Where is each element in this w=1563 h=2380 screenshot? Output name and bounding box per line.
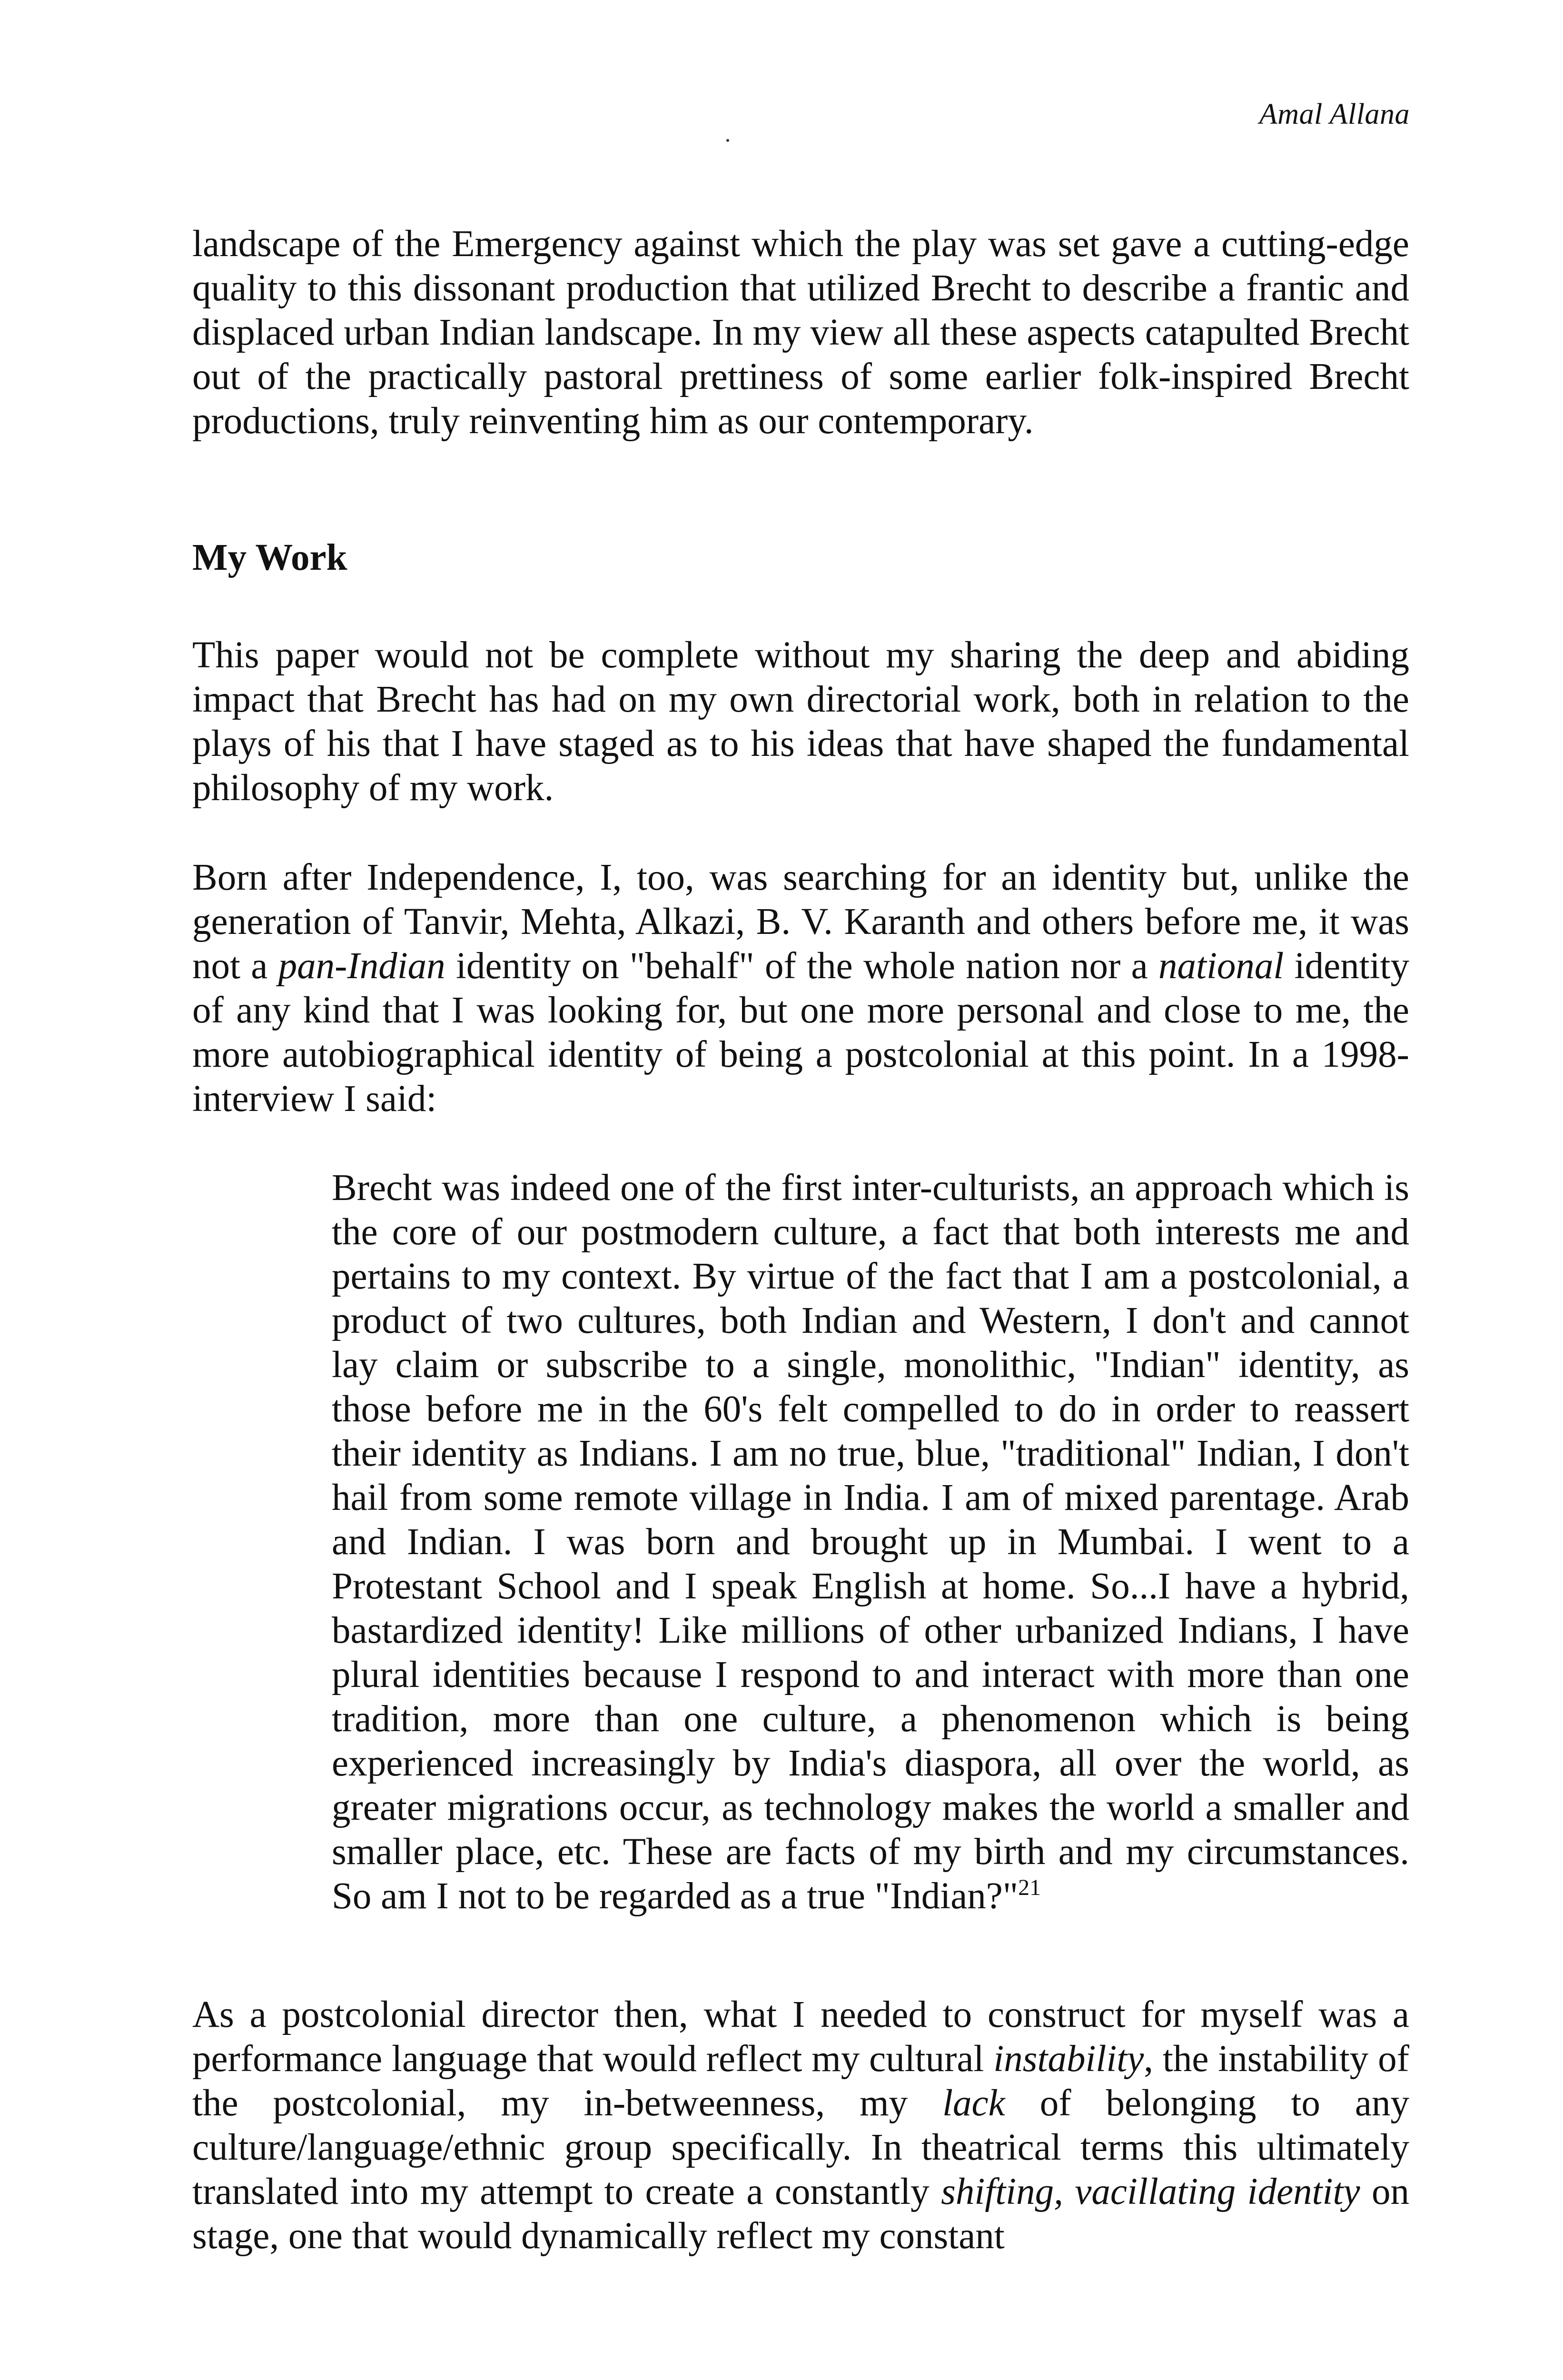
paragraph-text: , the instability of the postcolonial, my in-betweenness, my — [192, 2038, 1409, 2124]
italic-term: lack — [942, 2082, 1005, 2124]
paragraph-text: landscape of the Emergency against which the play was set gave a cutting-edge quality to this dissonant production that utilized Brecht to describe a frantic and displaced urban Indian landscape. In my view all these aspects catapulted Brecht out of the practically pastoral prettiness of some earlier folk-inspired Brecht productions, truly reinventing him as our contemporary. — [192, 223, 1409, 442]
italic-term: pan-Indian — [278, 945, 445, 987]
paragraph-text: As a postcolonial director then, what I needed to construct for myself was a performance language that would reflect my cultural — [192, 1994, 1409, 2080]
paragraph-text: on stage, one that would dynamically reflect my constant — [192, 2171, 1409, 2257]
paragraph-paper-complete — [192, 633, 1409, 810]
paragraph-text: identity on "behalf" of the whole nation nor a — [445, 945, 1158, 987]
italic-term: national — [1158, 945, 1284, 987]
footnote-reference[interactable]: 21 — [1018, 1875, 1041, 1900]
paragraph-landscape-emergency — [192, 222, 1409, 443]
italic-term: shifting, vacillating identity — [941, 2171, 1360, 2212]
paragraph-born-after-independence — [192, 855, 1409, 1121]
paragraph-text: This paper would not be complete without my sharing the deep and abiding impact that Brecht has had on my own directorial work, both in relation to the plays of his that I have staged as to his ideas that have shaped the fundamental philosophy of my work. — [192, 635, 1409, 809]
italic-term: instability — [993, 2038, 1144, 2080]
print-speck — [726, 139, 729, 142]
quote-text: Brecht was indeed one of the first inter-culturists, an approach which is the core of our postmodern culture, a fact that both interests me and pertains to my context. By virtue of the fact that I am a postcolonial, a product of two cultures, both Indian and Western, I don't and cannot lay claim or subscribe to a single, monolithic, "Indian" identity, as those before me in the 60's felt compelled to do in order to reassert their identity as Indians. I am no true, blue, "traditional" Indian, I don't hail from some remote village in India. I am of mixed parentage. Arab and Indian. I was born and brought up in Mumbai. I went to a Protestant School and I speak English at home. So...I have a hybrid, bastardized identity! Like millions of other urbanized Indians, I have plural identities because I respond to and interact with more than one tradition, more than one culture, a phenomenon which is being experienced increasingly by India's diaspora, all over the world, as greater migrations occur, as technology makes the world a smaller and smaller place, etc. These are facts of my birth and my circumstances. So am I not to be regarded as a true "Indian?" — [332, 1167, 1409, 1917]
paragraph-postcolonial-director — [192, 1993, 1409, 2258]
running-head: Amal Allana — [1259, 98, 1410, 130]
paragraph-text: identity of any kind that I was looking for, but one more personal and close to me, the more autobiographical identity of being a postcolonial at this point. In a 1998-interview I said: — [192, 945, 1410, 1120]
paragraph-text: Born after Independence, I, too, was searching for an identity but, unlike the generation of Tanvir, Mehta, Alkazi, B. V. Karanth and others before me, it was not a — [192, 857, 1409, 987]
section-heading-my-work: My Work — [192, 537, 347, 578]
interview-block-quote — [332, 1166, 1409, 1918]
paragraph-text: of belonging to any culture/language/ethnic group specifically. In theatrical terms this ultimately translated into my attempt to create a constantly — [192, 2082, 1409, 2212]
